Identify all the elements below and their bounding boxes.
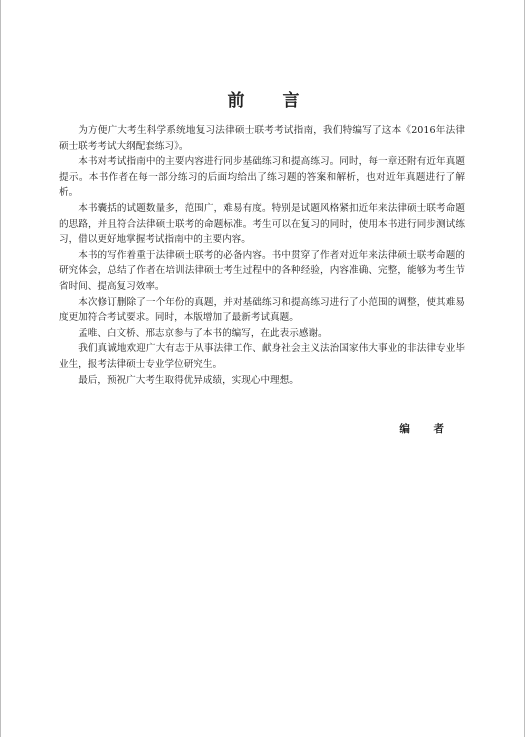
paragraph: 最后，预祝广大考生取得优异成绩，实现心中理想。 xyxy=(78,374,299,386)
author-signature: 编 者 xyxy=(399,423,454,435)
paragraph: 为方便广大考生科学系统地复习法律硕士联考考试指南，我们特编写了这本《2016年法律硕士联考考试大纲配套练习》。 xyxy=(59,125,465,152)
page-title: 前 言 xyxy=(227,91,316,111)
paragraph: 本书囊括的试题数量多，范围广，难易有度。特别是试题风格紧扣近年来法律硕士联考命题的思路，并且符合法律硕士联考的命题标准。考生可以在复习的同时，使用本书进行同步测试练习，借以更好地掌握考试指南中的主要内容。 xyxy=(59,202,465,246)
paragraph: 我们真诚地欢迎广大有志于从事法律工作、献身社会主义法治国家伟大事业的非法律专业毕业生，报考法律硕士专业学位研究生。 xyxy=(59,343,465,370)
preface-body xyxy=(59,123,465,388)
paragraph: 本书的写作着重于法律硕士联考的必备内容。书中贯穿了作者对近年来法律硕士联考命题的研究体会，总结了作者在培训法律硕士考生过程中的各种经验，内容准确、完整，能够为考生节省时间、提高复习效率。 xyxy=(59,249,465,292)
paragraph: 本书对考试指南中的主要内容进行同步基础练习和提高练习。同时，每一章还附有近年真题提示。本书作者在每一部分练习的后面均给出了练习题的答案和解析，也对近年真题进行了解析。 xyxy=(59,156,465,199)
paragraph: 本次修订删除了一个年份的真题，并对基础练习和提高练习进行了小范围的调整，使其难易度更加符合考试要求。同时，本版增加了最新考试真题。 xyxy=(59,296,465,324)
paragraph: 孟唯、白文桥、邢志京参与了本书的编写，在此表示感谢。 xyxy=(78,327,328,339)
